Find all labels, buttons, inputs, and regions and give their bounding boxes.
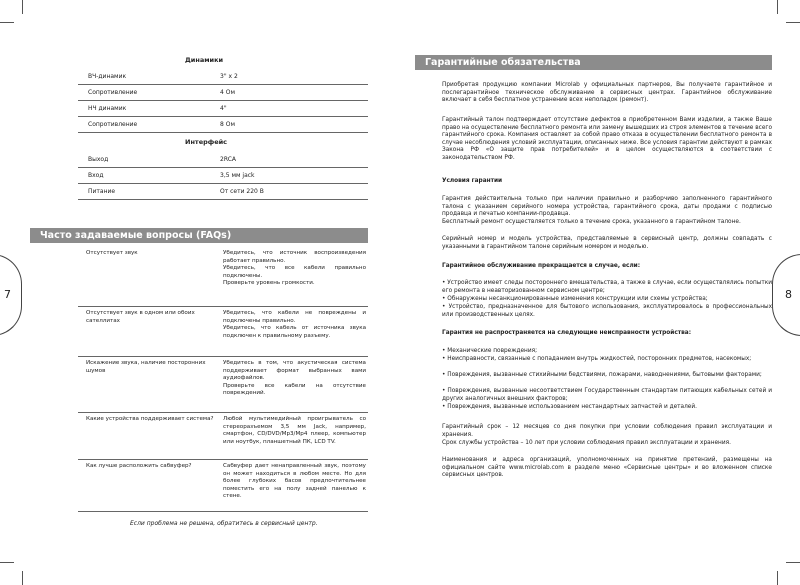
faq-header: Часто задаваемые вопросы (FAQs): [30, 228, 368, 243]
crop-mark: [0, 22, 14, 23]
spec-row: Сопротивление 4 Ом: [78, 84, 368, 101]
crop-mark: [0, 562, 14, 563]
right-page: [400, 0, 800, 585]
spec-row: Сопротивление 8 Ом: [78, 116, 368, 133]
faq-answer: Сабвуфер дает ненаправленный звук, поэтому он может находиться в любом месте. Но для более глубоких басов предпочтительнее поместить его на полу задней панелью к стене.: [223, 463, 366, 500]
spec-row: Вход 3,5 мм jack: [78, 167, 368, 184]
warranty-paragraph: Гарантийный талон подтверждает отсутствие дефектов в приобретенном Вами изделии, а также Ваше право на осуществление бесплатного ремонта или замену вышедших из строя элементов в течение всего гарантийного срока. Компания оставляет за собой право отказа в осуществлении бесплатного ремонта в случае несоблюдения условий эксплуатации, описанных ниже. Все условия гарантии действуют в рамках Закона РФ «О защите прав потребителей» и в целом осуществляются в соответствии с законодательством РФ.: [442, 117, 772, 161]
warranty-bullet: • Устройство, предназначенное для бытового использования, эксплуатировалось в профессиональных или производственных целях.: [442, 304, 772, 318]
spec-row: Выход 2RCA: [78, 151, 368, 168]
crop-mark: [22, 0, 23, 14]
crop-mark: [777, 571, 778, 585]
warranty-bullet: • Повреждения, вызванные стихийными бедствиями, пожарами, наводнениями, бытовыми факторами;: [442, 372, 762, 378]
warranty-paragraph: Гарантия действительна только при наличии правильно и разборчиво заполненного гарантийного талона с указанием серийного номера устройства, гарантийного срока, даты продажи с подписью продавца и печатью компании-продавца.: [442, 196, 772, 218]
crop-mark: [786, 22, 800, 23]
spec-row: ВЧ-динамик 3" x 2: [78, 68, 368, 85]
warranty-bullet: • Неисправности, связанные с попаданием внутрь жидкостей, посторонних предметов, насекомых;: [442, 356, 752, 362]
spec-row: НЧ динамик 4": [78, 100, 368, 117]
faq-row: [78, 412, 368, 460]
faq-row: [78, 246, 368, 307]
warranty-bullet: • Механические повреждения;: [442, 348, 538, 354]
warranty-paragraph: Наименования и адреса организаций, уполномоченных на принятие претензий, размещены на официальном сайте www.microlab.com в разделе меню «Сервисные центры» и во вложенном списке сервисных центров.: [442, 457, 772, 479]
faq-question: Отсутствует звук в одном или обоих сателлитах: [86, 310, 195, 324]
faq-question: Искажение звука, наличие посторонних шумов: [86, 360, 206, 374]
warranty-subheading: Гарантия не распространяется на следующие неисправности устройства:: [442, 330, 692, 336]
faq-answer: Убедитесь в том, что акустическая система поддерживает формат выбранных вами аудиофайлов. Проверьте все кабели на отсутствие повреждений.: [223, 360, 366, 397]
warranty-paragraph: Бесплатный ремонт осуществляется только в течение срока, указанного в гарантийном талоне.: [442, 219, 741, 225]
warranty-paragraph: Срок службы устройства – 10 лет при условии соблюдения правил эксплуатации и хранения.: [442, 440, 731, 446]
crop-mark: [22, 571, 23, 585]
faq-answer: Убедитесь, что кабели не повреждены и подключены правильно. Убедитесь, что кабель от источника звука подключен к правильному разъему.: [223, 310, 366, 339]
speakers-title: Динамики: [185, 56, 224, 64]
warranty-bullet: • Устройство имеет следы постороннего вмешательства, а также в случае, если осуществлялись попытки его ремонта в неавторизованном сервисном центре;: [442, 280, 772, 294]
warranty-subheading: Условия гарантии: [442, 178, 503, 184]
warranty-paragraph: Гарантийный срок – 12 месяцев со дня покупки при условии соблюдения правил эксплуатации и хранения.: [442, 424, 772, 438]
interface-title: Интерфейс: [185, 138, 228, 146]
warranty-header: Гарантийные обязательства: [415, 55, 772, 70]
faq-footer-note: Если проблема не решена, обратитесь в сервисный центр.: [130, 520, 318, 527]
crop-mark: [777, 0, 778, 14]
warranty-subheading: Гарантийное обслуживание прекращается в случае, если:: [442, 263, 641, 269]
faq-row: [78, 356, 368, 413]
warranty-paragraph: Серийный номер и модель устройства, представляемые в сервисный центр, должны совпадать с указанными в гарантийном талоне серийным номером и моделью.: [442, 236, 772, 250]
spec-row: Питание От сети 220 В: [78, 183, 368, 200]
faq-question: Отсутствует звук: [86, 250, 138, 256]
page-number-right: 8: [772, 254, 800, 336]
faq-row: [78, 459, 368, 512]
warranty-paragraph: Приобретая продукцию компании Microlab у официальных партнеров, Вы получаете гарантийное и послегарантийное техническое обслуживание в сервисных центрах. Гарантийное обслуживание включает в себя бесплатное устранение всех неполадок (ремонт).: [442, 82, 772, 104]
faq-answer: Убедитесь, что источник воспроизведения работает правильно. Убедитесь, что все кабели правильно подключены. Проверьте уровень громкости.: [223, 250, 366, 287]
faq-question: Какие устройства поддерживает система?: [86, 416, 214, 422]
faq-row: [78, 306, 368, 357]
warranty-bullet: • Повреждения, вызванные использованием нестандартных запчастей и деталей.: [442, 404, 697, 410]
faq-question: Как лучше расположить сабвуфер?: [86, 463, 192, 469]
warranty-bullet: • Повреждения, вызванные несоответствием Государственным стандартам питающих кабельных сетей и других аналогичных внешних факторов;: [442, 388, 772, 402]
warranty-bullet: • Обнаружены несанкционированные изменения конструкции или схемы устройства;: [442, 296, 708, 302]
page-number-left: 7: [0, 254, 22, 336]
faq-answer: Любой мультимедийный проигрыватель со стереоразъемом 3,5 мм Jack, например, смартфон, CD/DVD/Mp3/Mp4 плеер, компьютер или ноутбук, планшетный ПК, LCD TV.: [223, 416, 366, 445]
crop-mark: [786, 562, 800, 563]
